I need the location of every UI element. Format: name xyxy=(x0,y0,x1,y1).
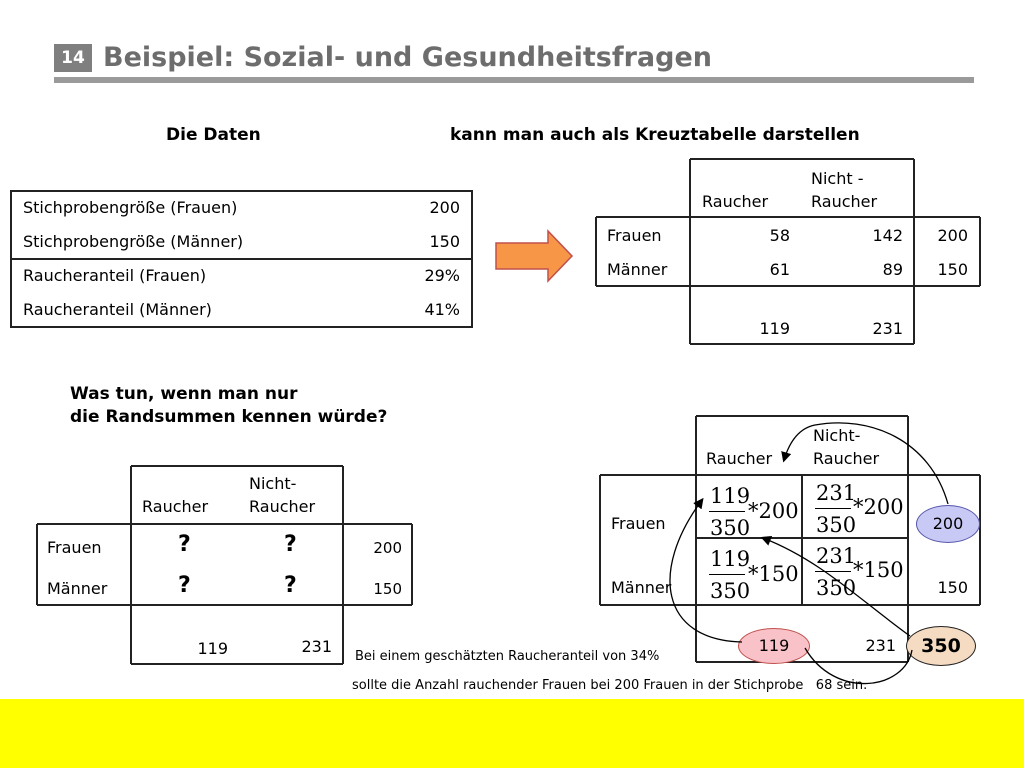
data-row-value: 150 xyxy=(429,232,460,251)
unknown-cell: ? xyxy=(284,573,297,598)
note-line2: sollte die Anzahl rauchender Frauen bei 200 Frauen in der Stichprobe 68 sein. xyxy=(352,678,868,693)
heading-crosstab: kann man auch als Kreuztabelle darstellen xyxy=(450,125,860,145)
unknown-col-raucher: Raucher xyxy=(142,497,209,516)
heading-question-line1: Was tun, wenn man nur xyxy=(70,384,298,404)
crosstab-cell: 61 xyxy=(769,260,790,279)
unknown-row-total: 200 xyxy=(373,539,402,557)
fraction-denominator: 350 xyxy=(710,579,751,603)
data-row-label: Stichprobengröße (Frauen) xyxy=(23,198,238,217)
data-row-value: 41% xyxy=(424,300,460,319)
frauen-total-highlight: 200 xyxy=(916,505,980,543)
unknown-table-grid xyxy=(35,465,415,667)
unknown-row-label: Männer xyxy=(47,579,108,598)
crosstab-col-raucher: Raucher xyxy=(702,192,769,211)
unknown-col-nicht-line1: Nicht- xyxy=(249,474,297,493)
right-arrow-icon xyxy=(494,228,576,284)
note-line1: Bei einem geschätzten Raucheranteil von 34% xyxy=(355,649,660,664)
estimate-col-nicht-line1: Nicht- xyxy=(813,426,861,445)
estimate-col-nicht-line2: Raucher xyxy=(813,449,880,468)
unknown-col-nicht-line2: Raucher xyxy=(249,497,316,516)
fraction-bar xyxy=(815,571,851,572)
estimate-col-total: 231 xyxy=(865,636,896,655)
fraction-numerator: 119 xyxy=(710,547,751,571)
data-row-label: Stichprobengröße (Männer) xyxy=(23,232,244,251)
unknown-row-label: Frauen xyxy=(47,538,102,557)
estimate-row-label: Frauen xyxy=(611,514,666,533)
fraction-bar xyxy=(709,574,745,575)
fraction-multiplier: *200 xyxy=(853,495,904,519)
fraction-multiplier: *200 xyxy=(748,499,799,523)
crosstab-cell: 58 xyxy=(769,226,790,245)
crosstab-row-label: Frauen xyxy=(607,226,662,245)
fraction-bar xyxy=(709,511,745,512)
heading-question-line2: die Randsummen kennen würde? xyxy=(70,407,388,427)
crosstab-col-total: 231 xyxy=(872,319,903,338)
crosstab-col-nicht-line2: Raucher xyxy=(811,192,878,211)
title-underline xyxy=(54,77,974,83)
grand-total-highlight: 350 xyxy=(906,626,976,666)
footer-band xyxy=(0,699,1024,768)
fraction-multiplier: *150 xyxy=(853,558,904,582)
crosstab-row-total: 200 xyxy=(937,226,968,245)
crosstab-row-label: Männer xyxy=(607,260,668,279)
fraction-bar xyxy=(815,508,851,509)
estimate-row-total: 150 xyxy=(937,578,968,597)
data-row-value: 200 xyxy=(429,198,460,217)
slide-number: 14 xyxy=(54,44,92,72)
crosstab-row-total: 150 xyxy=(937,260,968,279)
unknown-col-total: 231 xyxy=(301,637,332,656)
fraction-multiplier: *150 xyxy=(748,562,799,586)
data-row-label: Raucheranteil (Frauen) xyxy=(23,266,207,285)
heading-data: Die Daten xyxy=(166,125,261,145)
fraction-denominator: 350 xyxy=(816,513,857,537)
fraction-denominator: 350 xyxy=(710,516,751,540)
unknown-row-total: 150 xyxy=(373,580,402,598)
data-row-value: 29% xyxy=(424,266,460,285)
crosstab-cell: 89 xyxy=(882,260,903,279)
slide-title: Beispiel: Sozial- und Gesundheitsfragen xyxy=(103,42,713,73)
unknown-cell: ? xyxy=(284,532,297,557)
unknown-col-total: 119 xyxy=(197,639,228,658)
fraction-numerator: 231 xyxy=(816,544,857,568)
data-row-label: Raucheranteil (Männer) xyxy=(23,300,212,319)
unknown-cell: ? xyxy=(178,573,191,598)
fraction-denominator: 350 xyxy=(816,576,857,600)
raucher-total-highlight: 119 xyxy=(738,628,810,664)
estimate-row-label: Männer xyxy=(611,578,672,597)
fraction-numerator: 119 xyxy=(710,484,751,508)
data-table-divider xyxy=(10,258,473,260)
estimate-col-raucher: Raucher xyxy=(706,449,773,468)
fraction-numerator: 231 xyxy=(816,481,857,505)
crosstab-col-nicht-line1: Nicht - xyxy=(811,169,864,188)
crosstab-cell: 142 xyxy=(872,226,903,245)
crosstab-col-total: 119 xyxy=(759,319,790,338)
unknown-cell: ? xyxy=(178,532,191,557)
